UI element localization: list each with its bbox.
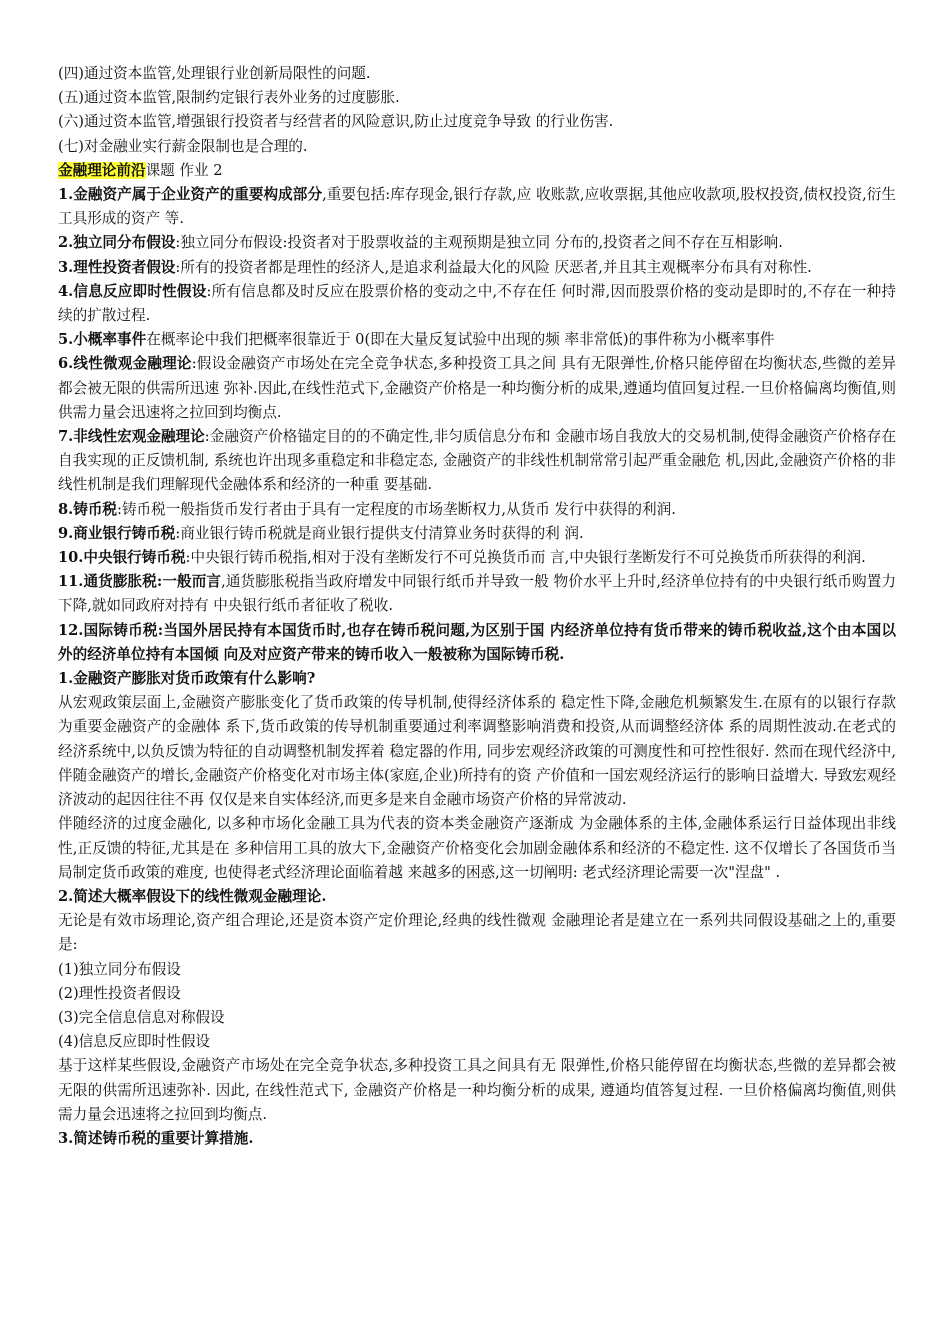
question-2-conclusion: 基于这样某些假设,金融资产市场处在完全竞争状态,多种投资工具之间具有无 限弹性,价格只能停留在均衡状态,些微的差异都会被无限的供需所迅速弥补. 因此, 在线性范式下, 金融资产价格是一种均衡分析的成果, 遵通均值答复过程. 一旦价格偏离均衡值,则供需力量会迅速将之拉回到均衡点. — [58, 1057, 896, 1123]
question-3-title: 3.简述铸币税的重要计算措施. — [58, 1129, 254, 1147]
term-entry-12: 12.国际铸币税:当国外居民持有本国货币时,也存在铸币税问题,为区别于国 内经济单位持有货币带来的铸币税收益,这个由本国以外的经济单位持有本国倾 向及对应资产带来的铸币收入一般被称为国际铸币税. — [58, 621, 896, 663]
term-name: 11.通货膨胀税:一般而言 — [58, 573, 222, 591]
term-name: 8.铸币税 — [58, 500, 118, 518]
course-title — [58, 159, 896, 183]
term-definition: ,重要包括:库存现金,银行存款,应 收账款,应收票据,其他应收款项,股权投资,债权投资,衍生工具形成的资产 等. — [58, 186, 896, 228]
term-definition: :所有信息都及时反应在股票价格的变动之中,不存在任 何时滞,因而股票价格的变动是即时的,不存在一种持续的扩散过程. — [58, 282, 896, 325]
term-name: 7.非线性宏观金融理论 — [58, 428, 205, 446]
term-definition: :金融资产价格锚定目的的不确定性,非匀质信息分布和 金融市场自我放大的交易机制,使得金融资产价格存在自我实现的正反馈机制, 系统也许出现多重稳定和非稳定态, 金融资产的非线性机制常常引起严重金融危 机,因此,金融资产价格的非线性机制是我们理解现代金融体系和经济的一种重 要基础. — [58, 428, 896, 494]
term-definition: :商业银行铸币税就是商业银行提供支付清算业务时获得的利 润. — [175, 524, 584, 542]
intro-line-7: (七)对金融业实行薪金限制也是合理的. — [58, 137, 308, 155]
term-entry-10 — [58, 546, 896, 570]
term-entry-2 — [58, 231, 896, 255]
term-entry-9 — [58, 522, 896, 546]
question-2-lead: 无论是有效市场理论,资产组合理论,还是资本资产定价理论,经典的线性微观 金融理论者是建立在一系列共同假设基础之上的,重要是: — [58, 912, 896, 954]
term-name: 4.信息反应即时性假设 — [58, 282, 207, 300]
term-name: 1.金融资产属于企业资产的重要构成部分 — [58, 186, 323, 204]
term-entry-4 — [58, 280, 896, 328]
term-definition: :假设金融资产市场处在完全竞争状态,多种投资工具之间 具有无限弹性,价格只能停留在均衡状态,些微的差异都会被无限的供需所迅速 弥补.因此,在线性范式下,金融资产价格是一种均衡分析的成果,遵通均值回复过程.一旦价格偏离均衡值,则供需力量会迅速将之拉回到均衡点. — [58, 355, 896, 421]
question-2-title: 2.简述大概率假设下的线性微观金融理论. — [58, 887, 327, 905]
term-entry-3 — [58, 256, 896, 280]
term-entry-6 — [58, 352, 896, 425]
question-1-title: 1.金融资产膨胀对货币政策有什么影响? — [58, 670, 316, 688]
term-name: 9.商业银行铸币税 — [58, 524, 176, 542]
term-definition: :铸币税一般指货币发行者由于具有一定程度的市场垄断权力,从货币 发行中获得的利润. — [117, 500, 676, 518]
intro-line-6: (六)通过资本监管,增强银行投资者与经营者的风险意识,防止过度竞争导致 的行业伤害. — [58, 113, 614, 131]
term-name: 3.理性投资者假设 — [58, 258, 176, 276]
term-definition: ,通货膨胀税指当政府增发中同银行纸币并导致一般 物价水平上升时,经济单位持有的中央银行纸币购置力下降,就如同政府对持有 中央银行纸币者征收了税收. — [58, 573, 897, 615]
term-definition: :中央银行铸币税指,相对于没有垄断发行不可兑换货币而 言,中央银行垄断发行不可兑换货币所获得的利润. — [185, 549, 866, 567]
term-definition: :所有的投资者都是理性的经济人,是追求利益最大化的风险 厌恶者,并且其主观概率分布具有对称性. — [175, 258, 812, 276]
course-title-rest: 课题 作业 2 — [145, 161, 223, 179]
list-item: (3)完全信息信息对称假设 — [58, 1008, 225, 1026]
term-entry-1 — [58, 183, 896, 231]
term-definition: 在概率论中我们把概率很靠近于 0(即在大量反复试验中出现的频 率非常低)的事件称为小概率事件 — [146, 331, 775, 349]
term-name: 5.小概率事件 — [58, 331, 147, 349]
question-1-paragraph-2: 伴随经济的过度金融化, 以多种市场化金融工具为代表的资本类金融资产逐渐成 为金融体系的主体,金融体系运行日益体现出非线性,正反馈的特征,尤其是在 多种信用工具的放大下,金融资产价格变化会加剧金融体系和经济的不稳定性. 这不仅增长了各国货币当局制定货币政策的难度, 也使得老式经济理论面临着越 来越多的困惑,这一切阐明: 老式经济理论需要一次"涅盘" . — [58, 815, 896, 881]
list-item: (1)独立同分布假设 — [58, 960, 181, 978]
term-entry-11 — [58, 570, 896, 618]
term-entry-5 — [58, 328, 896, 352]
term-definition: :独立同分布假设:投资者对于股票收益的主观预期是独立同 分布的,投资者之间不存在互相影响. — [175, 234, 783, 252]
term-name: 2.独立同分布假设 — [58, 234, 176, 252]
list-item: (2)理性投资者假设 — [58, 984, 181, 1002]
question-1-paragraph-1: 从宏观政策层面上,金融资产膨胀变化了货币政策的传导机制,使得经济体系的 稳定性下降,金融危机频繁发生.在原有的以银行存款为重要金融资产的金融体 系下,货币政策的传导机制重要通过利率调整影响消费和投资,从而调整经济体 系的周期性波动.在老式的经济系统中,以负反馈为特征的自动调整机制发挥着 稳定器的作用, 同步宏观经济政策的可测度性和可控性很好. 然而在现代经济中, 伴随金融资产的增长,金融资产价格变化对市场主体(家庭,企业)所持有的资 产价值和一国宏观经济运行的影响日益增大. 导致宏观经济波动的起因往往不再 仅仅是来自实体经济,而更多是来自金融市场资产价格的异常波动. — [58, 694, 896, 809]
term-entry-8 — [58, 498, 896, 522]
intro-line-4: (四)通过资本监管,处理银行业创新局限性的问题. — [58, 65, 371, 82]
list-item: (4)信息反应即时性假设 — [58, 1033, 211, 1051]
term-name: 6.线性微观金融理论 — [58, 355, 192, 373]
document-body — [58, 62, 896, 1151]
intro-line-5: (五)通过资本监管,限制约定银行表外业务的过度膨胀. — [58, 89, 400, 107]
term-entry-7 — [58, 425, 896, 498]
course-title-highlight: 金融理论前沿 — [58, 161, 146, 179]
term-name: 10.中央银行铸币税 — [58, 549, 186, 567]
